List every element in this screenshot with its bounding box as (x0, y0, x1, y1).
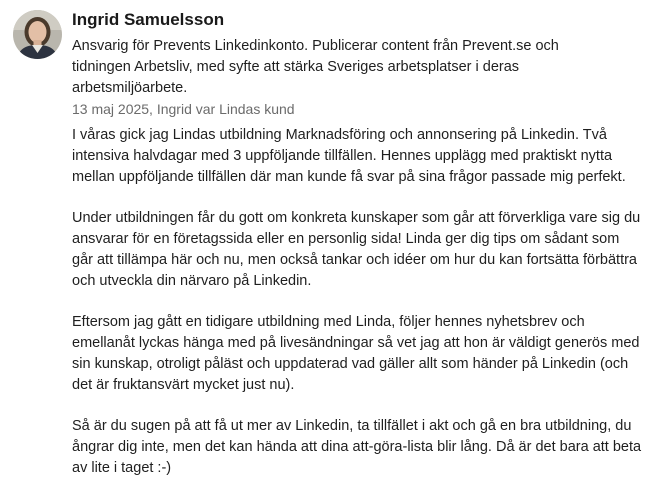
avatar[interactable] (13, 10, 62, 59)
avatar-photo (13, 10, 62, 59)
author-header (72, 8, 642, 120)
recommendation-text (72, 125, 644, 497)
recommendation-meta: 13 maj 2025, Ingrid var Lindas kund (72, 101, 295, 117)
recommendation-paragraph: Så är du sugen på att få ut mer av Linkedin, ta tillfället i akt och gå en bra utbildning, du ångrar dig inte, men det kan hända att dina att-göra-lista blir lång. Då är det bara att beta av lite i taget :-) (72, 418, 642, 476)
recommendation-paragraph: I våras gick jag Lindas utbildning Marknadsföring och annonsering på Linkedin. Två intensiva halvdagar med 3 uppföljande tillfällen. Hennes upplägg med praktiskt nytta mellan uppföljande tillfällen där man kunde få svar på sina frågor passade mig perfekt. (72, 127, 626, 185)
recommendation-paragraph: Under utbildningen får du gott om konkreta kunskaper som går att förverkliga vare sig du ansvarar för en företagssida eller en personlig sida! Linda ger dig tips om sådant som går att tillämpa här och nu, men också tankar och idéer om hur du kan fortsätta förbättra och utveckla din närvaro på Linkedin. (72, 210, 641, 289)
author-headline: Ansvarig för Prevents Linkedinkonto. Publicerar content från Prevent.se och tidningen Arbetsliv, med syfte att stärka Sveriges arbetsplatser i deras arbetsmiljöarbete. (72, 38, 559, 96)
author-name[interactable]: Ingrid Samuelsson (72, 10, 225, 29)
recommendation-paragraph: Eftersom jag gått en tidigare utbildning med Linda, följer hennes nyhetsbrev och emellanåt lyckas hänga med på livesändningar så vet jag att hon är väldigt generös med sin kunskap, otroligt påläst och uppdaterad vad gäller allt som händer på Linkedin (och det är fruktansvärt mycket just nu). (72, 314, 640, 393)
